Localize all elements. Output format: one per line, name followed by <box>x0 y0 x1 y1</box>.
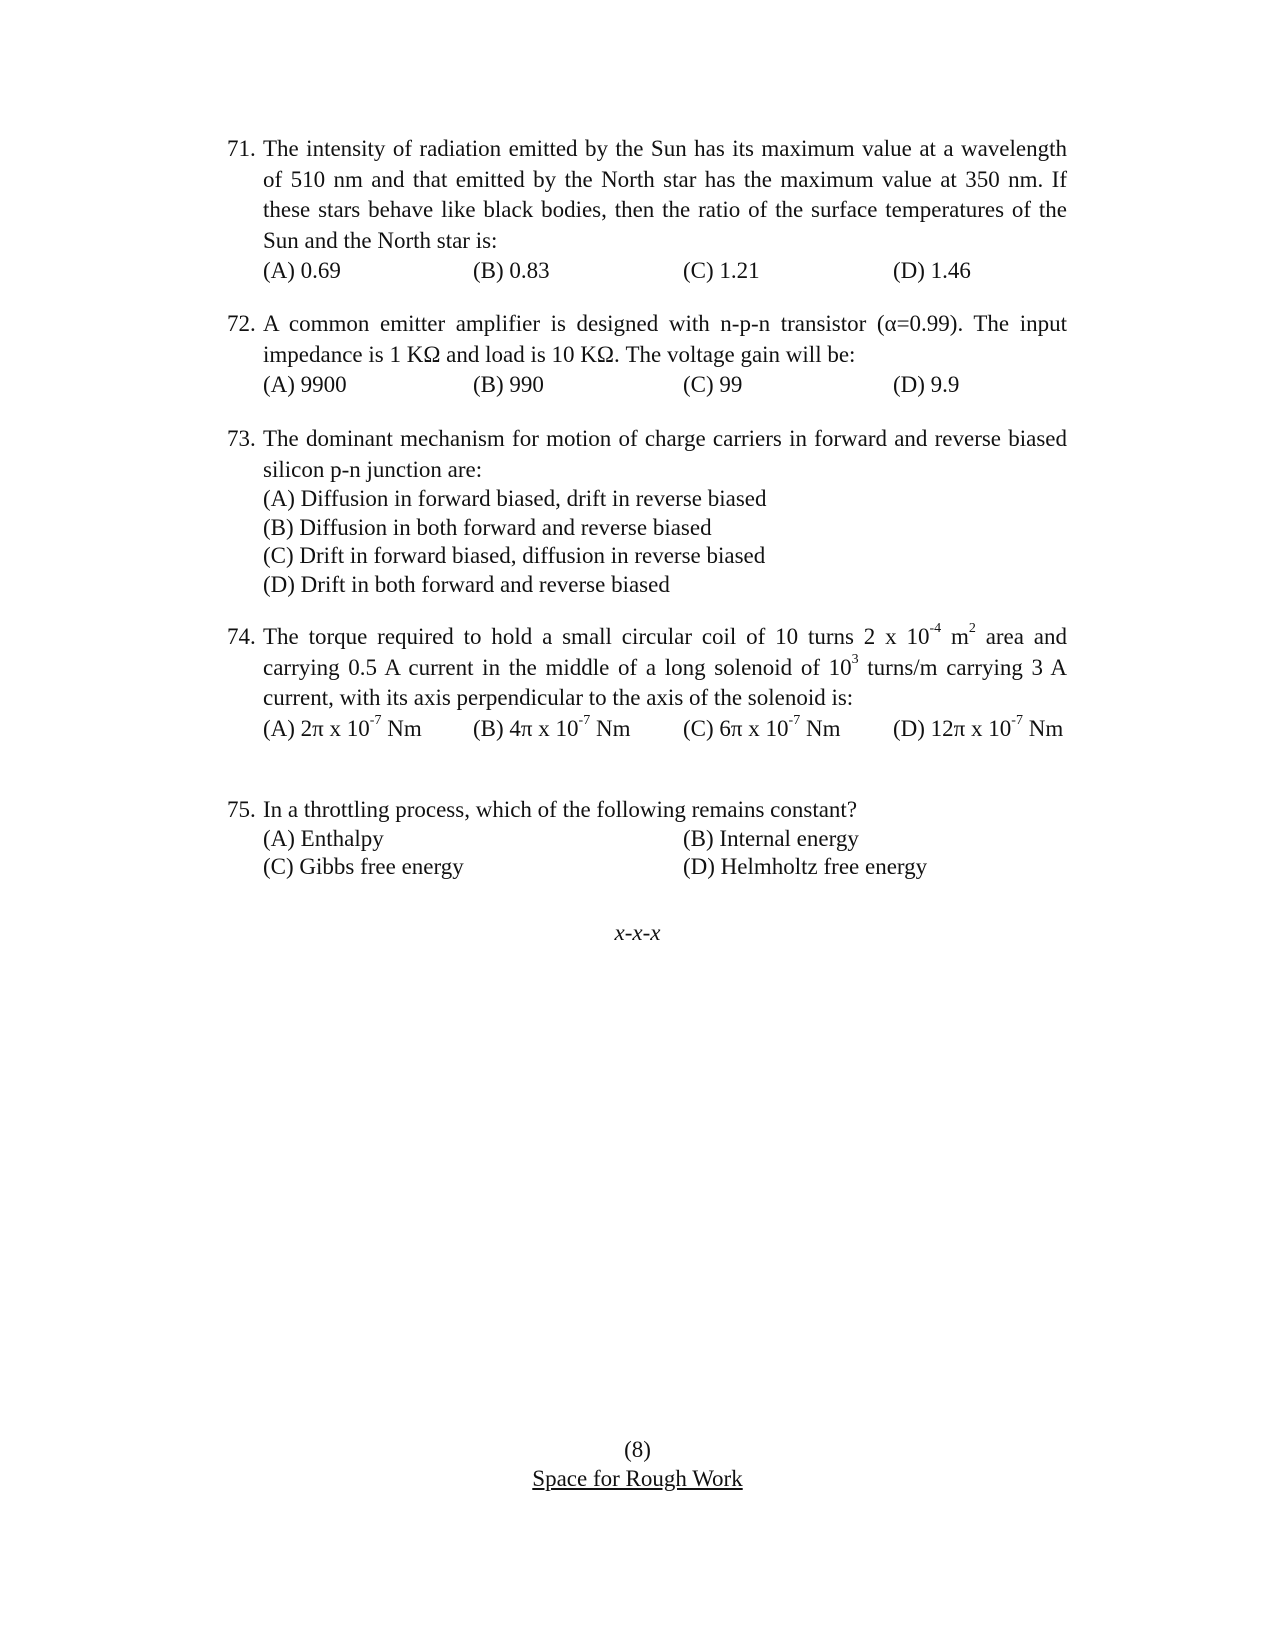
option-a: (A) Diffusion in forward biased, drift in reverse biased <box>263 486 767 511</box>
option-c: (C) 6π x $10^{-7}$ Nm <box>683 712 841 741</box>
option-a: (A) 9900 <box>263 372 347 397</box>
options-row <box>263 256 1067 287</box>
question-75 <box>227 796 1067 882</box>
question-text: In a throttling process, which of the following remains constant? <box>263 797 858 822</box>
question-73 <box>227 424 1067 599</box>
option-a: (A) 0.69 <box>263 258 341 283</box>
question-74 <box>227 622 1067 744</box>
option-a: (A) 2π x $10^{-7}$ Nm <box>263 712 422 741</box>
option-d: (D) 12π x $10^{-7}$ Nm <box>893 712 1064 741</box>
question-text: The intensity of radiation emitted by the Sun has its maximum value at a wavelength of 510 nm and that emitted by the North star has the maximum value at 350 nm. If these stars behave like black bodies, then the ratio of the surface temperatures of the Sun and the North star is: <box>263 136 1067 253</box>
options-row <box>263 853 1067 882</box>
option-d: (D) 1.46 <box>893 258 971 283</box>
question-number: 75. <box>227 797 256 822</box>
option-d: (D) Drift in both forward and reverse biased <box>263 571 670 597</box>
question-number: 74. <box>227 624 256 649</box>
question-number: 72. <box>227 311 256 336</box>
page-number: (8) <box>624 1437 651 1462</box>
option-b: (B) Internal energy <box>683 825 859 851</box>
option-d: (D) 9.9 <box>893 372 960 397</box>
option-c: (C) Drift in forward biased, diffusion in reverse biased <box>263 543 766 568</box>
option-b: (B) 0.83 <box>473 258 550 283</box>
option-d: (D) Helmholtz free energy <box>683 854 928 879</box>
end-mark: x-x-x <box>614 920 661 945</box>
question-number: 73. <box>227 426 256 451</box>
options-row <box>263 714 1067 745</box>
option-a: (A) Enthalpy <box>263 825 384 851</box>
question-text: A common emitter amplifier is designed with n-p-n transistor (α=0.99). The input impedance is 1 KΩ and load is 10 KΩ. The voltage gain will be: <box>263 311 1067 367</box>
option-c: (C) 1.21 <box>683 258 760 283</box>
option-c: (C) 99 <box>683 372 743 397</box>
options-row <box>263 825 1067 854</box>
option-c: (C) Gibbs free energy <box>263 854 464 879</box>
question-text: The dominant mechanism for motion of charge carriers in forward and reverse biased silicon p-n junction are: <box>263 426 1067 482</box>
option-b: (B) 4π x $10^{-7}$ Nm <box>473 712 631 741</box>
options-list <box>263 485 1067 599</box>
rough-work-label: Space for Rough Work <box>532 1466 743 1491</box>
question-number: 71. <box>227 136 256 161</box>
question-71 <box>227 134 1067 287</box>
question-text: The torque required to hold a small circular coil of 10 turns 2 x $10^{-4}$ $m^2$ area and carrying 0.5 A current in the middle of a long solenoid of $10^3$ turns/m carrying 3 A current, with its axis perpendicular to the axis of the solenoid is: <box>263 621 1068 710</box>
options-row <box>263 370 1067 401</box>
option-b: (B) 990 <box>473 372 544 397</box>
question-72 <box>227 309 1067 401</box>
option-b: (B) Diffusion in both forward and reverse biased <box>263 514 712 540</box>
